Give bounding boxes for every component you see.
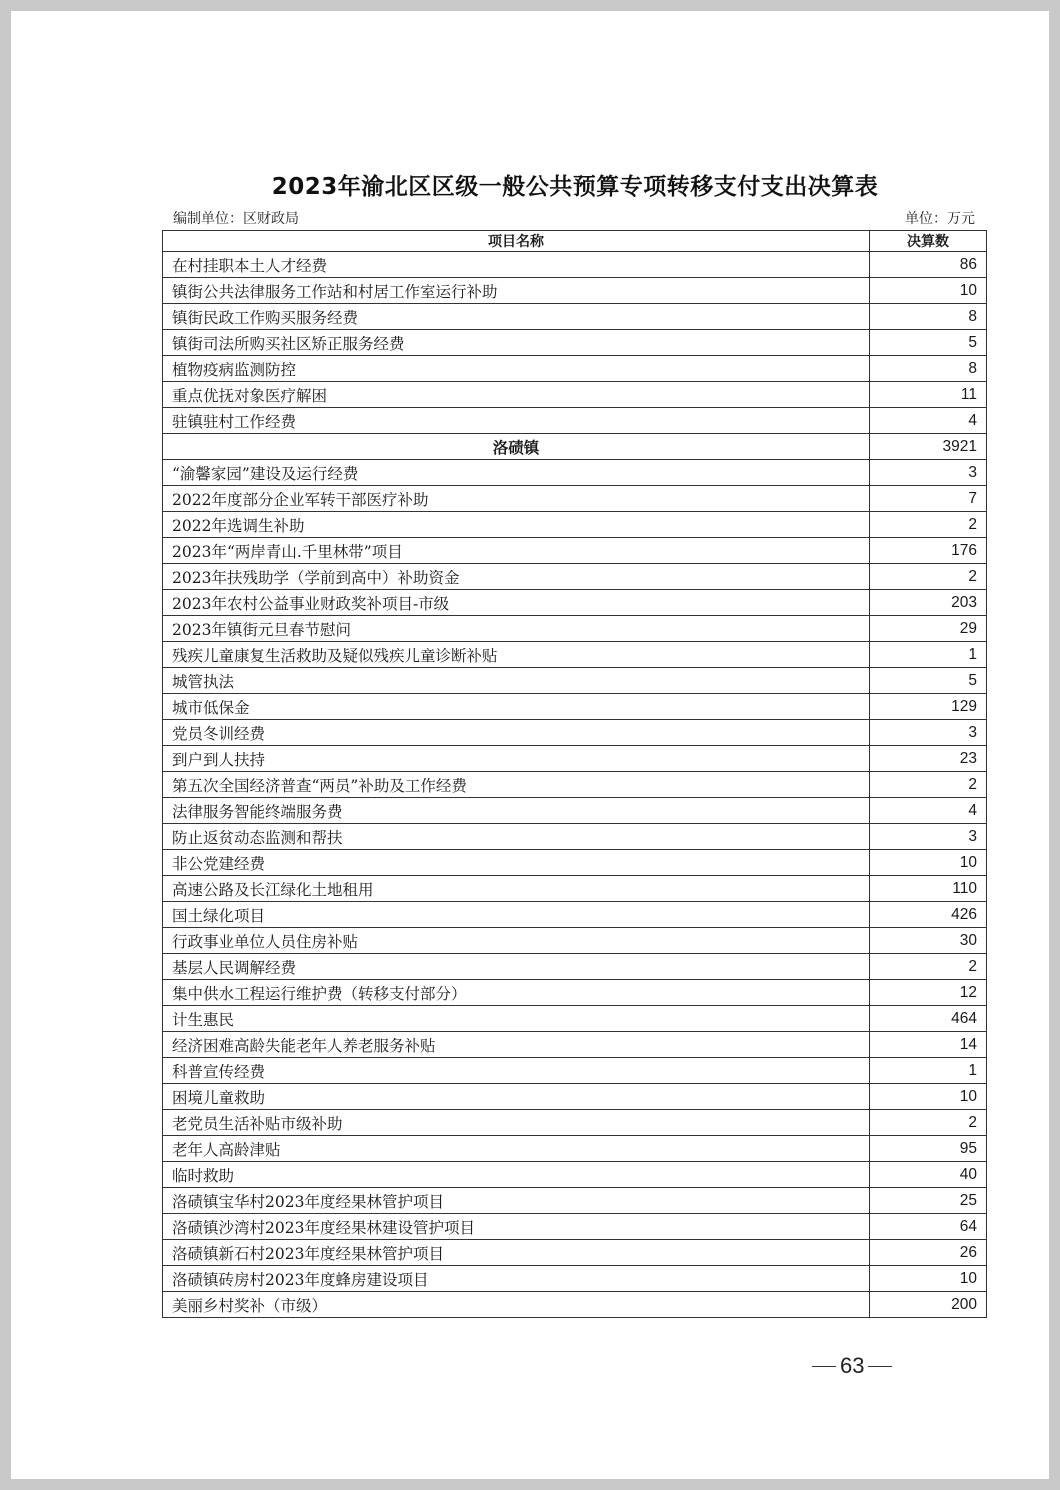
item-name-cell: 计生惠民 [163, 1006, 870, 1032]
table-row [163, 954, 987, 980]
amount-cell: 10 [870, 1266, 987, 1292]
amount-cell: 5 [870, 330, 987, 356]
table-row [163, 304, 987, 330]
table-row [163, 642, 987, 668]
table-row [163, 1084, 987, 1110]
amount-cell: 8 [870, 356, 987, 382]
item-name-cell: 党员冬训经费 [163, 720, 870, 746]
table-body [163, 252, 987, 1318]
amount-cell: 464 [870, 1006, 987, 1032]
table-row [163, 902, 987, 928]
table-row [163, 694, 987, 720]
table-row [163, 1110, 987, 1136]
table-row [163, 252, 987, 278]
unit-label: 单位：万元 [905, 211, 975, 227]
item-name-cell: 基层人民调解经费 [163, 954, 870, 980]
amount-cell: 426 [870, 902, 987, 928]
item-name-cell: 国土绿化项目 [163, 902, 870, 928]
item-name-cell: 洛碛镇宝华村2023年度经果林管护项目 [163, 1188, 870, 1214]
amount-cell: 3921 [870, 434, 987, 460]
amount-cell: 110 [870, 876, 987, 902]
table-row [163, 850, 987, 876]
table-row [163, 564, 987, 590]
page-number-dash-right [868, 1366, 892, 1367]
table-row [163, 590, 987, 616]
amount-cell: 4 [870, 798, 987, 824]
item-name-cell: 到户到人扶持 [163, 746, 870, 772]
item-name-cell: 洛碛镇砖房村2023年度蜂房建设项目 [163, 1266, 870, 1292]
item-name-cell: 科普宣传经费 [163, 1058, 870, 1084]
item-name-cell: 防止返贫动态监测和帮扶 [163, 824, 870, 850]
amount-cell: 3 [870, 460, 987, 486]
item-name-cell: 法律服务智能终端服务费 [163, 798, 870, 824]
item-name-cell: 2023年农村公益事业财政奖补项目-市级 [163, 590, 870, 616]
table-row [163, 1162, 987, 1188]
page-number [808, 1353, 896, 1379]
amount-cell: 10 [870, 1084, 987, 1110]
amount-cell: 3 [870, 720, 987, 746]
table-row [163, 824, 987, 850]
item-name-cell: 临时救助 [163, 1162, 870, 1188]
item-name-cell: 美丽乡村奖补（市级） [163, 1292, 870, 1318]
amount-cell: 2 [870, 1110, 987, 1136]
page-number-value: 63 [840, 1353, 865, 1378]
item-name-cell: 镇街司法所购买社区矫正服务经费 [163, 330, 870, 356]
table-row [163, 720, 987, 746]
table-row [163, 668, 987, 694]
item-name-cell: 洛碛镇 [163, 434, 870, 460]
amount-cell: 8 [870, 304, 987, 330]
budget-table [162, 230, 987, 1318]
table-row [163, 512, 987, 538]
amount-cell: 3 [870, 824, 987, 850]
item-name-cell: 重点优抚对象医疗解困 [163, 382, 870, 408]
amount-cell: 86 [870, 252, 987, 278]
item-name-cell: 行政事业单位人员住房补贴 [163, 928, 870, 954]
item-name-cell: 2023年镇街元旦春节慰问 [163, 616, 870, 642]
header-item-name: 项目名称 [163, 231, 870, 252]
amount-cell: 2 [870, 954, 987, 980]
table-row [163, 1214, 987, 1240]
amount-cell: 4 [870, 408, 987, 434]
amount-cell: 25 [870, 1188, 987, 1214]
amount-cell: 64 [870, 1214, 987, 1240]
item-name-cell: 2022年选调生补助 [163, 512, 870, 538]
amount-cell: 12 [870, 980, 987, 1006]
table-row [163, 1032, 987, 1058]
item-name-cell: 经济困难高龄失能老年人养老服务补贴 [163, 1032, 870, 1058]
item-name-cell: 老党员生活补贴市级补助 [163, 1110, 870, 1136]
item-name-cell: 2022年度部分企业军转干部医疗补助 [163, 486, 870, 512]
table-row [163, 1266, 987, 1292]
amount-cell: 29 [870, 616, 987, 642]
table-row [163, 1006, 987, 1032]
item-name-cell: 非公党建经费 [163, 850, 870, 876]
table-row [163, 798, 987, 824]
table-row [163, 1240, 987, 1266]
item-name-cell: 洛碛镇沙湾村2023年度经果林建设管护项目 [163, 1214, 870, 1240]
amount-cell: 1 [870, 642, 987, 668]
amount-cell: 10 [870, 278, 987, 304]
amount-cell: 23 [870, 746, 987, 772]
table-row [163, 278, 987, 304]
item-name-cell: 驻镇驻村工作经费 [163, 408, 870, 434]
item-name-cell: 在村挂职本土人才经费 [163, 252, 870, 278]
table-row [163, 538, 987, 564]
amount-cell: 2 [870, 512, 987, 538]
table-row [163, 408, 987, 434]
amount-cell: 95 [870, 1136, 987, 1162]
compiler-label: 编制单位：区财政局 [173, 211, 299, 227]
amount-cell: 1 [870, 1058, 987, 1084]
item-name-cell: 困境儿童救助 [163, 1084, 870, 1110]
amount-cell: 14 [870, 1032, 987, 1058]
item-name-cell: 集中供水工程运行维护费（转移支付部分） [163, 980, 870, 1006]
item-name-cell: 2023年“两岸青山.千里林带”项目 [163, 538, 870, 564]
item-name-cell: 残疾儿童康复生活救助及疑似残疾儿童诊断补贴 [163, 642, 870, 668]
table-row [163, 1292, 987, 1318]
table-row [163, 876, 987, 902]
page-number-dash-left [812, 1366, 836, 1367]
table-row [163, 330, 987, 356]
table-row [163, 382, 987, 408]
table-row [163, 616, 987, 642]
item-name-cell: 第五次全国经济普查“两员”补助及工作经费 [163, 772, 870, 798]
header-amount: 决算数 [870, 231, 987, 252]
item-name-cell: 高速公路及长江绿化土地租用 [163, 876, 870, 902]
amount-cell: 200 [870, 1292, 987, 1318]
table-header-row [163, 231, 987, 252]
amount-cell: 2 [870, 564, 987, 590]
item-name-cell: 镇街公共法律服务工作站和村居工作室运行补助 [163, 278, 870, 304]
amount-cell: 203 [870, 590, 987, 616]
amount-cell: 10 [870, 850, 987, 876]
table-row [163, 772, 987, 798]
table-row [163, 486, 987, 512]
amount-cell: 30 [870, 928, 987, 954]
item-name-cell: 植物疫病监测防控 [163, 356, 870, 382]
table-row [163, 1136, 987, 1162]
item-name-cell: 洛碛镇新石村2023年度经果林管护项目 [163, 1240, 870, 1266]
item-name-cell: 城管执法 [163, 668, 870, 694]
amount-cell: 11 [870, 382, 987, 408]
amount-cell: 40 [870, 1162, 987, 1188]
amount-cell: 176 [870, 538, 987, 564]
item-name-cell: 2023年扶残助学（学前到高中）补助资金 [163, 564, 870, 590]
table-row [163, 1058, 987, 1084]
table-row [163, 980, 987, 1006]
table-row [163, 356, 987, 382]
amount-cell: 2 [870, 772, 987, 798]
table-row [163, 460, 987, 486]
amount-cell: 7 [870, 486, 987, 512]
amount-cell: 5 [870, 668, 987, 694]
item-name-cell: 城市低保金 [163, 694, 870, 720]
table-row [163, 746, 987, 772]
table-row [163, 1188, 987, 1214]
amount-cell: 129 [870, 694, 987, 720]
table-row [163, 928, 987, 954]
item-name-cell: “渝馨家园”建设及运行经费 [163, 460, 870, 486]
table-group-row [163, 434, 987, 460]
item-name-cell: 镇街民政工作购买服务经费 [163, 304, 870, 330]
item-name-cell: 老年人高龄津贴 [163, 1136, 870, 1162]
amount-cell: 26 [870, 1240, 987, 1266]
page-title: 2023年渝北区区级一般公共预算专项转移支付支出决算表 [271, 174, 879, 200]
